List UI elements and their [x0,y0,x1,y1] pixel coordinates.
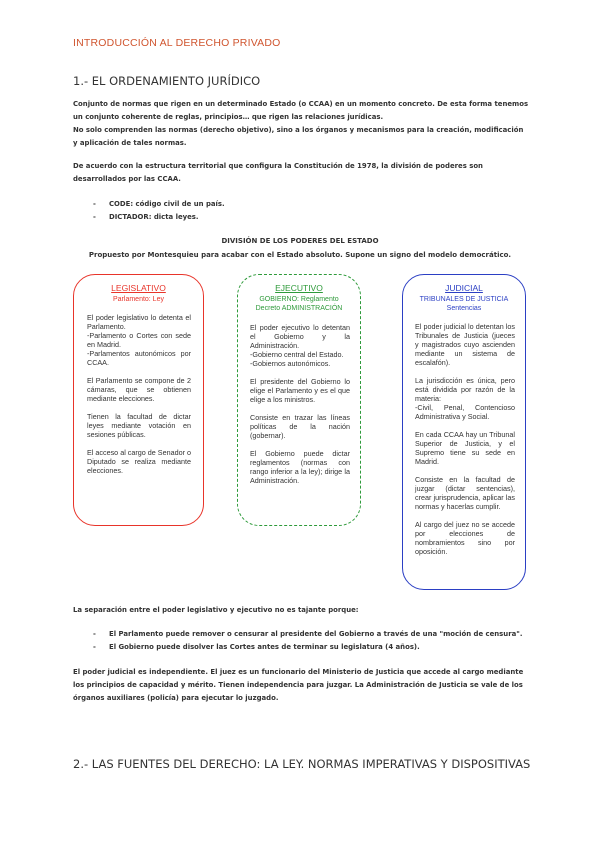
document-header: INTRODUCCIÓN AL DERECHO PRIVADO [73,37,281,49]
legislativo-box [73,274,204,526]
legislativo-body [87,313,191,484]
section-heading-ordenamiento: 1.- EL ORDENAMIENTO JURÍDICO [73,74,261,88]
box-paragraph: En cada CCAA hay un Tribunal Superior de Justicia, y el Supremo tiene su sede en Madrid. [415,430,515,466]
box-paragraph: El presidente del Gobierno lo elige el Parlamento y es el que elige a los ministros. [250,377,350,404]
box-paragraph: Al cargo del juez no se accede por elecciones de nombramientos sino por oposición. [415,520,515,556]
box-paragraph: El Parlamento se compone de 2 cámaras, que se obtienen mediante elecciones. [87,376,191,403]
separation-list [93,628,522,654]
list-item: - El Parlamento puede remover o censurar al presidente del Gobierno a través de una "moción de censura". [93,628,522,641]
legislativo-title: LEGISLATIVO [111,283,166,293]
paragraph-no-solo: No solo comprenden las normas (derecho objetivo), sino a los órganos y mecanismos para la creación, modificación y aplicación de tales normas. [73,126,524,147]
legislativo-subtitle: Parlamento: Ley [113,296,164,303]
judicial-box [402,274,526,590]
list-item: - CODE: código civil de un país. [93,198,225,211]
box-paragraph: El poder legislativo lo detenta el Parlamento. -Parlamento o Cortes con sede en Madrid. -Parlamentos autonómicos por CCAA. [87,313,191,367]
division-title: DIVISIÓN DE LOS PODERES DEL ESTADO [221,237,379,245]
division-subtitle: Propuesto por Montesquieu para acabar con el Estado absoluto. Supone un signo del modelo democrático. [88,251,512,259]
judicial-subtitle: TRIBUNALES DE JUSTICIA [419,296,509,303]
judicial-body [415,322,515,565]
box-paragraph: Consiste en trazar las líneas políticas de la nación (gobernar). [250,413,350,440]
separation-intro: La separación entre el poder legislativo y ejecutivo no es tajante porque: [73,606,359,614]
box-paragraph: El poder ejecutivo lo detentan el Gobierno y la Administración. -Gobierno central del Estado. -Gobiernos autonómicos. [250,323,350,368]
ejecutivo-subtitle: GOBIERNO: Reglamento [259,296,339,303]
ejecutivo-body [250,323,350,494]
judicial-subtitle-2: Sentencias [446,305,482,312]
box-paragraph: El Gobierno puede dictar reglamentos (normas con rango inferior a la ley); dirige la Administración. [250,449,350,485]
judicial-title: JUDICIAL [445,283,483,293]
list-item: - El Gobierno puede disolver las Cortes antes de terminar su legislatura (4 años). [93,641,522,654]
list-item: - DICTADOR: dicta leyes. [93,211,225,224]
ejecutivo-subtitle-2: Decreto ADMINISTRACIÓN [255,305,343,312]
ejecutivo-title: EJECUTIVO [275,283,323,293]
box-paragraph: El poder judicial lo detentan los Tribunales de Justicia (jueces y magistrados cuyo ascienden mediante un sistema de escalafón). [415,322,515,367]
box-paragraph: El acceso al cargo de Senador o Diputado se realiza mediante elecciones. [87,448,191,475]
definitions-list [93,198,225,224]
box-paragraph: La jurisdicción es única, pero está dividida por razón de la materia: -Civil, Penal, Contencioso Administrativa y Social. [415,376,515,421]
paragraph-conjunto-normas: Conjunto de normas que rigen en un determinado Estado (o CCAA) en un momento concreto. De esta forma tenemos un conjunto coherente de reglas, principios… que rigen las relaciones jurídicas. [73,100,529,121]
paragraph-estructura-territorial: De acuerdo con la estructura territorial que configura la Constitución de 1978, la división de poderes son desarrollados por las CCAA. [73,162,483,183]
box-paragraph: Consiste en la facultad de juzgar (dictar sentencias), crear jurisprudencia, aplicar las normas y hacerlas cumplir. [415,475,515,511]
section-heading-fuentes: 2.- LAS FUENTES DEL DERECHO: LA LEY. NORMAS IMPERATIVAS Y DISPOSITIVAS [73,757,531,771]
ejecutivo-box [237,274,361,526]
paragraph-poder-judicial: El poder judicial es independiente. El juez es un funcionario del Ministerio de Justicia que accede al cargo mediante los principios de capacidad y mérito. Tienen independencia para juzgar. La Administración de Justicia se vale de los órganos auxiliares (policía) para ejecutar lo juzgado. [73,668,524,702]
box-paragraph: Tienen la facultad de dictar leyes mediante votación en sesiones públicas. [87,412,191,439]
